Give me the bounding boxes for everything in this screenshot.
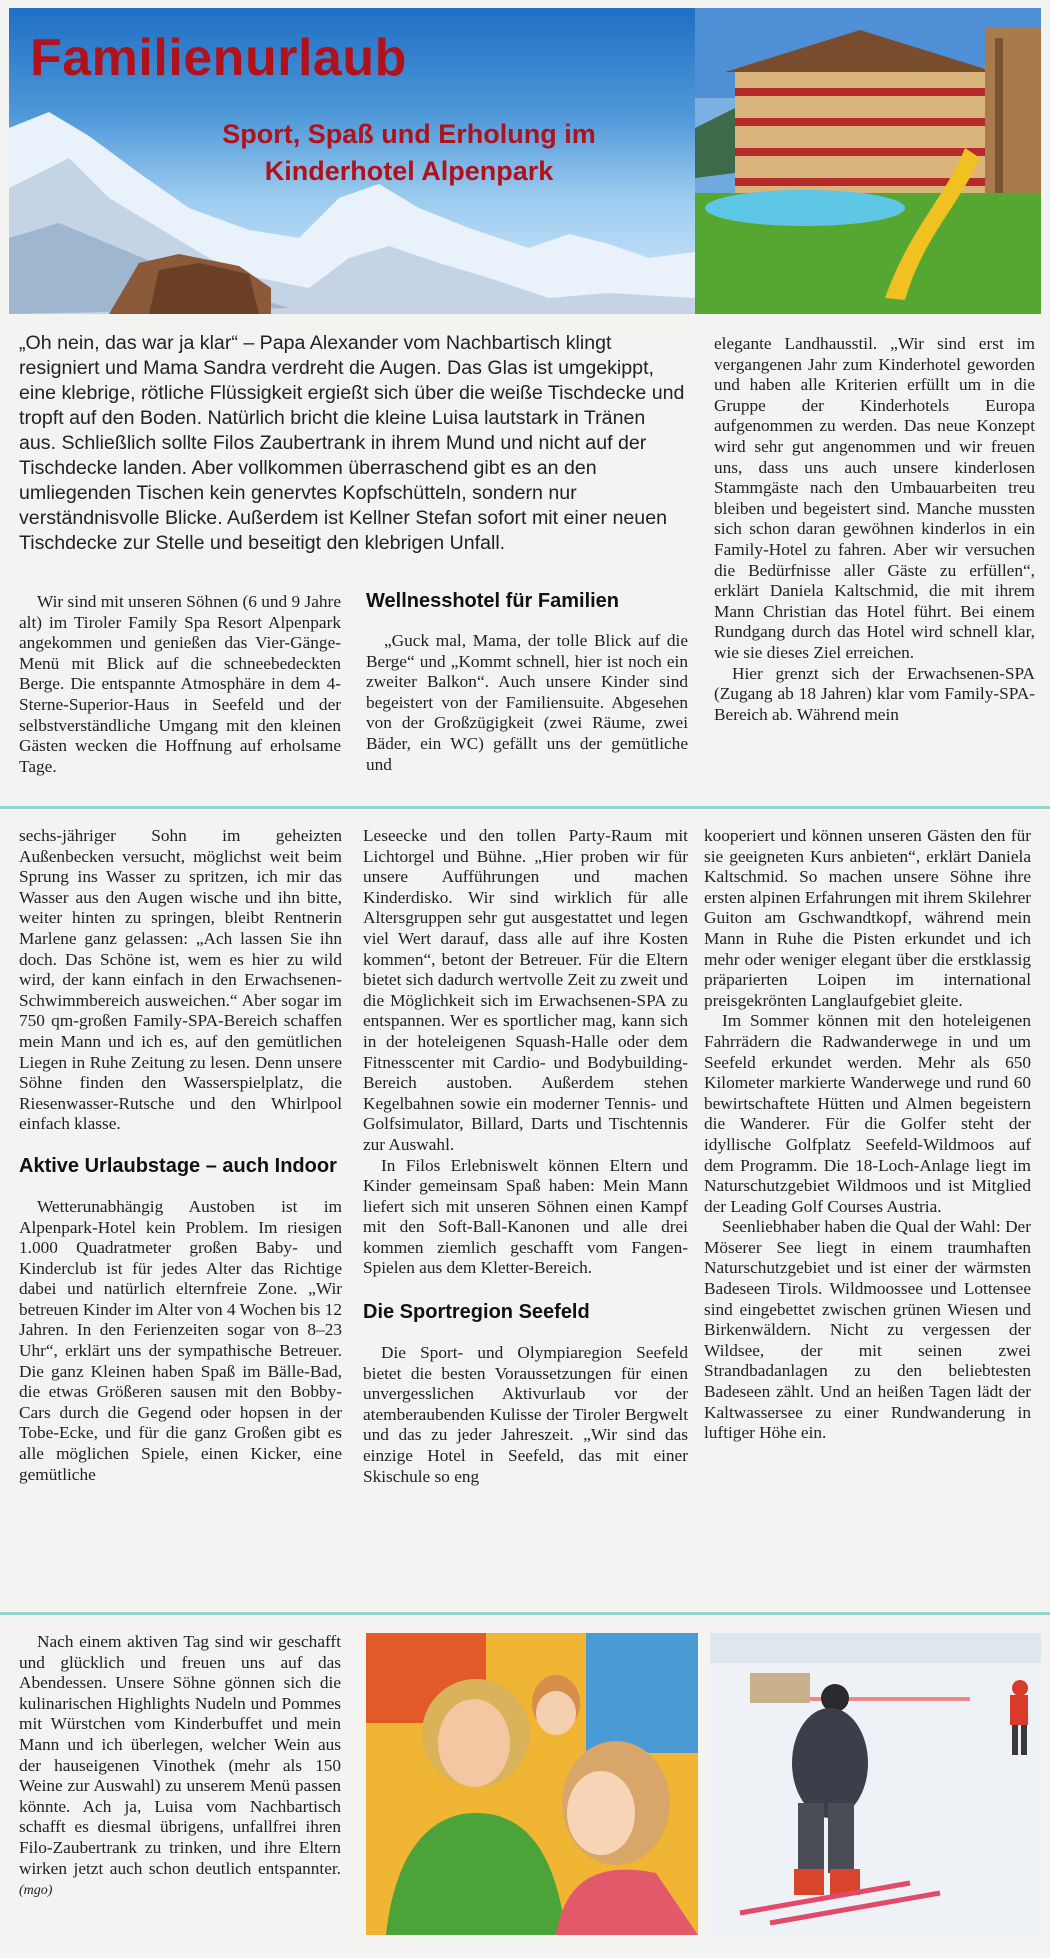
paragraph: In Filos Erlebniswelt können Eltern und Kinder gemeinsam Spaß haben: Mein Mann liefert sich mit unseren Söhnen einen Kampf mit den Soft-Ball-Kanonen und alle drei kommen ziemlich geschafft vom Fangen-Spielen aus dem Kletter-Bereich. [363,1155,688,1278]
section1-col1 [19,592,341,777]
section1-col2 [366,590,688,775]
paragraph: Hier grenzt sich der Erwachsenen-SPA (Zugang ab 18 Jahren) klar vom Family-SPA-Bereich ab. Während mein [714,663,1035,724]
paragraph: elegante Landhausstil. „Wir sind erst im vergangenen Jahr zum Kinderhotel geworden und haben alle Kriterien erfüllt um in die Gruppe der Kinderhotels Europa aufgenommen zu werden. Das neue Konzept wird sehr gut angenommen und wir freuen uns, dass uns auch unsere kinderlosen Stammgäste nach den Umbauarbeiten treu bleiben und begeistert sind. Manche mussten sich schon daran gewöhnen kinderlos in ein Family-Hotel zu fahren. Aber wir versuchen die Bedürfnisse aller Gäste zu erfüllen“, erklärt Daniela Kaltschmid, die mit ihrem Mann Christian das Hotel führt. Bei einem Rundgang durch das Hotel wird schnell klar, wie sie dieses Ziel erreichen. [714,334,1035,662]
paragraph: Seenliebhaber haben die Qual der Wahl: Der Möserer See liegt in einem traumhaften Naturschutzgebiet und ist einer der wärmsten Badeseen Tirols. Wildmoossee und Lottensee sind eingebettet zwischen grünen Wiesen und Birkenwäldern. Nicht zu vergessen der Wildsee, der mit seinen zwei Strandbadanlagen zu den beliebtesten Badeseen zählt. Und an heißen Tagen lädt der Kaltwassersee zu einer Rundwanderung in luftiger Höhe ein. [704,1217,1031,1443]
hero-banner [9,8,695,314]
ski-child-photo [710,1633,1041,1935]
hotel-photo [695,8,1041,314]
section2-col2-body2 [363,1343,688,1487]
section-divider [0,1612,1050,1615]
paragraph: Leseecke und den tollen Party-Raum mit Lichtorgel und Bühne. „Hier proben wir für unsere Aufführungen und machen Kinderdisko. Wir sind wirklich für alle Altersgruppen sehr gut ausgestattet und legen viel Wert darauf, dass alle auf ihre Kosten kommen“, betont der Betreuer. Für die Eltern bietet sich dadurch wertvolle Zeit zu zweit und die Möglichkeit sich im Erwachsenen-SPA zu entspannen. Wer es sportlicher mag, kann sich in der hoteleigenen Squash-Halle oder dem Fitnesscenter mit Cardio- und Bodybuilding-Bereich austoben. Außerdem stehen Kegelbahnen sowie ein moderner Tennis- und Golfsimulator, Billard, Darts und Tischtennis zur Auswahl. [363,826,688,1154]
heading-wellnesshotel: Wellnesshotel für Familien [366,590,620,612]
section-divider [0,806,1050,809]
paragraph [19,1632,341,1902]
kids-image [366,1633,698,1935]
author-signature: (mgo) [19,1883,53,1899]
paragraph: kooperiert und können unseren Gästen den für sie geeigneten Kurs anbieten“, erklärt Daniela Kaltschmid. So machen unsere Söhne ihre ersten alpinen Erfahrungen mit ihrem Skilehrer Guiton am Gschwandtkopf, während mein Mann in Ruhe die Pisten erkundet und ich mehr oder weniger elegant über die erstklassig präparierten Loipen im international preisgekrönten Langlaufgebiet gleite. [704,826,1031,1010]
section2-col3 [704,826,1031,1444]
paragraph: Im Sommer können mit den hoteleigenen Fahrrädern die Radwanderwege in und um Seefeld erkundet werden. Mehr als 650 Kilometer markierte Wanderwege und rund 60 bewirtschaftete Hütten und Almen begeistern die Wanderer. Für die Golfer steht der idyllische Golfplatz Seefeld-Wildmoos auf dem Programm. Die 18-Loch-Anlage liegt im Naturschutzgebiet Wildmoos und ist Mitglied der Leading Golf Courses Austria. [704,1011,1031,1216]
paragraph: Die Sport- und Olympiaregion Seefeld bietet die besten Voraussetzungen für einen unvergesslichen Aktivurlaub vor der atemberaubenden Kulisse der Tiroler Bergwelt und das zu jeder Jahreszeit. „Wir sind das einzige Hotel in Seefeld, das mit einer Skischule so eng [363,1343,688,1486]
section1-col3 [714,334,1035,725]
ski-image [710,1633,1041,1935]
hotel-image [695,8,1041,314]
paragraph: Wir sind mit unseren Söhnen (6 und 9 Jahre alt) im Tiroler Family Spa Resort Alpenpark angekommen und genießen das Vier-Gänge-Menü mit Blick auf die schneebedeckten Berge. Die entspannte Atmosphäre in dem 4-Sterne-Superior-Haus in Seefeld und der selbstverständliche Umgang mit den kleinen Gästen wecken die Hoffnung auf erholsame Tage. [19,592,341,776]
section2-col2 [363,826,688,1487]
section2-col1-body [19,826,342,1135]
hero-title: Familienurlaub [30,29,407,87]
heading-aktive-urlaubstage: Aktive Urlaubstage – auch Indoor [19,1154,337,1177]
hero-subtitle-line2: Kinderhotel Alpenpark [264,156,554,186]
section2-col1 [19,826,342,1485]
section1-col2-body [366,631,688,775]
hero-subtitle [159,116,659,190]
paragraph: „Guck mal, Mama, der tolle Blick auf die Berge“ und „Kommt schnell, hier ist noch ein zweiter Balkon“. Auch unsere Kinder sind begeistert von der Familiensuite. Abgesehen von der Großzügigkeit (zwei Räume, zwei Bäder, ein WC) gefällt uns der gemütliche und [366,631,688,774]
section2-col1-body2 [19,1197,342,1485]
paragraph: Wetterunabhängig Austoben ist im Alpenpark-Hotel kein Problem. Im riesigen 1.000 Quadratmeter großen Baby- und Kinderclub ist für jedes Alter das Richtige dabei und natürlich elternfreie Zone. „Wir betreuen Kinder im Alter von 4 Wochen bis 12 Jahren. In den Ferienzeiten sogar von 8–23 Uhr“, erklärt uns der sympathische Betreuer. Die ganz Kleinen haben Spaß im Bälle-Bad, die etwas Größeren sausen mit den Bobby-Cars durch die Gegend oder hopsen in der Tobe-Ecke, und für die ganz Großen gibt es alle möglichen Spiele, einen Kicker, eine gemütliche [19,1196,342,1484]
hero-subtitle-line1: Sport, Spaß und Erholung im [222,119,596,149]
section2-col2-body [363,826,688,1279]
intro-paragraph: „Oh nein, das war ja klar“ – Papa Alexander vom Nachbartisch klingt resigniert und Mama Sandra verdreht die Augen. Das Glas ist umgekippt, eine klebrige, rötliche Flüssigkeit ergießt sich über die weiße Tischdecke und tropft auf den Boden. Natürlich bricht die kleine Luisa lautstark in Tränen aus. Schließlich sollte Filos Zaubertrank in ihrem Mund und nicht auf der Tischdecke landen. Aber vollkommen überraschend gibt es an den umliegenden Tischen kein genervtes Kopfschütteln, sondern nur verständnisvolle Blicke. Außerdem ist Kellner Stefan sofort mit einer neuen Tischdecke zur Stelle und beseitigt den klebrigen Unfall. [19,332,685,554]
closing-paragraph: Nach einem aktiven Tag sind wir geschafft und glücklich und freuen uns auf das Abendessen. Unsere Söhne gönnen sich die kulinarischen Highlights Nudeln und Pommes mit Würstchen vom Kinderbuffet und mein Mann und ich überlegen, welcher Wein aus der hauseigenen Vinothek (mehr als 150 Weine zur Auswahl) zu unserem Menü passen könnte. Ach ja, Luisa vom Nachbartisch schafft es diesmal übrigens, unfallfrei ihren Filo-Zaubertrank zu trinken, und ihre Eltern wirken jetzt auch schon deutlich entspannter. [19,1632,341,1878]
heading-sportregion-seefeld: Die Sportregion Seefeld [363,1301,590,1324]
kids-face-painting-photo [366,1633,698,1935]
section3-text [19,1632,341,1902]
paragraph: sechs-jähriger Sohn im geheizten Außenbecken versucht, möglichst weit beim Sprung ins Wasser zu spritzen, ich mir das Wasser aus den Augen wische und ihn bitte, weiter hinten zu springen, bleibt Rentnerin Marlene ganz gelassen: „Ach lassen Sie ihn doch. Das Schöne ist, wem es hier zu wild wird, der kann einfach in den Erwachsenen-Schwimmbereich ausweichen.“ Aber sogar im 750 qm-großen Family-SPA-Bereich schaffen mein Mann und ich es, auf den gemütlichen Liegen in Ruhe Zeitung zu lesen. Denn unsere Söhne finden den Wasserspielplatz, die Riesenwasser-Rutsche und den Whirlpool einfach klasse. [19,826,342,1134]
